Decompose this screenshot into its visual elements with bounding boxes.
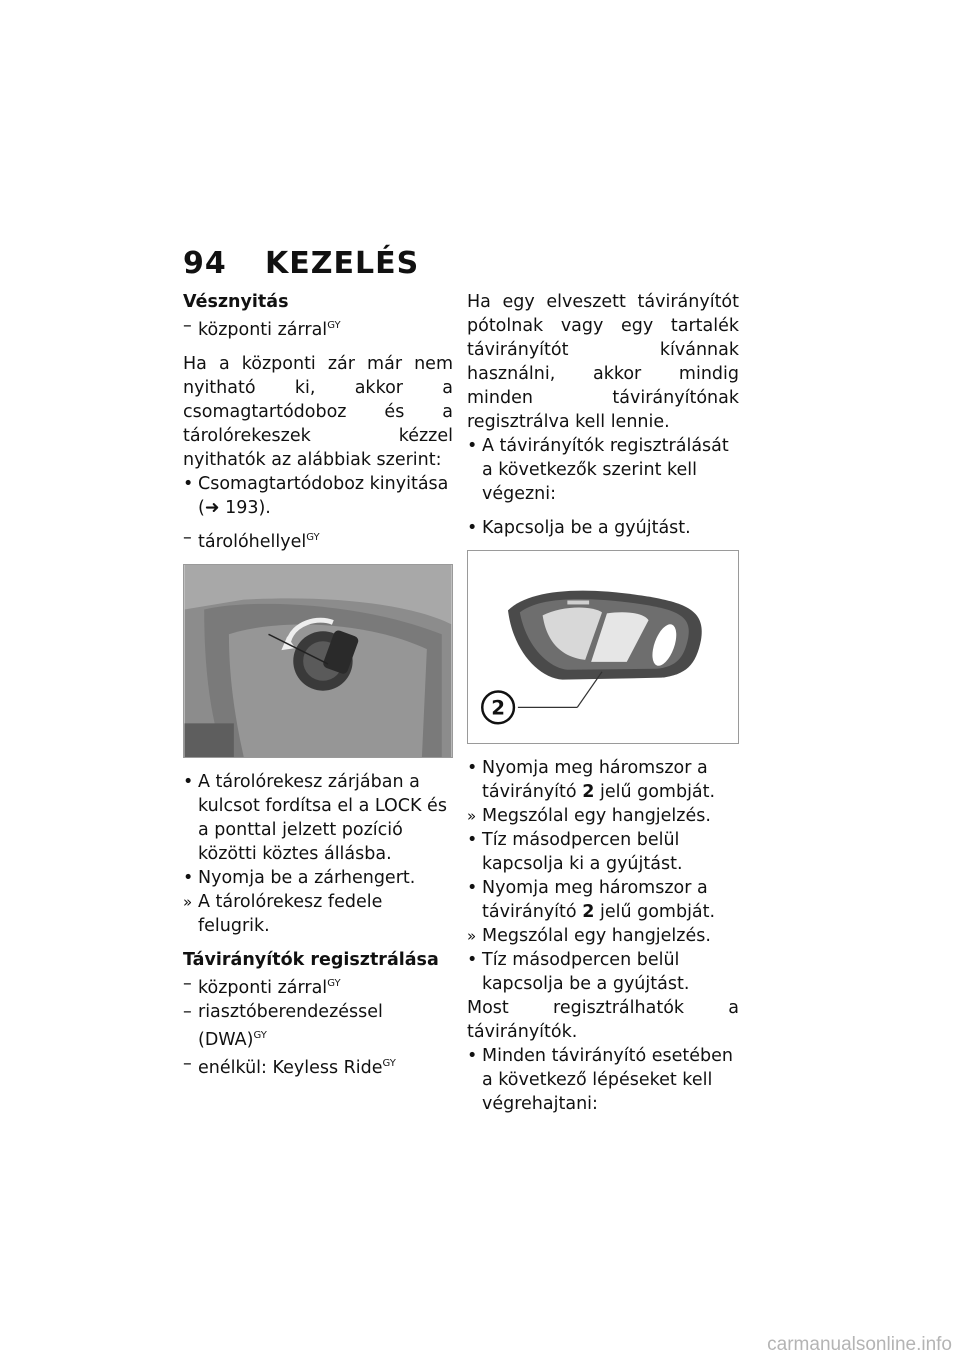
watermark: carmanualsonline.info <box>767 1334 952 1355</box>
right-column <box>467 290 739 1116</box>
heading-emergency-release: Vésznyitás <box>183 292 289 312</box>
condition-storage: – tárolóhellyel$^{GY}$ <box>183 526 453 554</box>
section-title: KEZELÉS <box>265 246 420 281</box>
sup-gy: GY <box>327 320 341 331</box>
figure-callout-2: 2 <box>491 696 505 720</box>
condition-alarm: – riasztóberendezéssel (DWA)$^{GY}$ <box>183 1000 453 1052</box>
page-number: 94 <box>183 246 227 281</box>
paragraph-now-registerable: Most regisztrálhatók a távirányítók. <box>467 998 739 1042</box>
arrow-ref-icon: ➜ <box>204 498 220 518</box>
bullet-each-remote: • Minden távirányító esetében a következő lépéseket kell végrehajtani: <box>467 1044 739 1116</box>
heading-remote-registration: Távirányítók regisztrálása <box>183 950 439 970</box>
bullet-press-three-times-2: • Nyomja meg háromszor a távirányító 2 jelű gombját. <box>467 876 739 924</box>
bullet-press-cylinder: • Nyomja be a zárhengert. <box>183 866 453 890</box>
paragraph-replace-remote: Ha egy elveszett távirányítót pótolnak vagy egy tartalék távirányítót kívánnak használni, akkor mindig minden távirányítónak regisztrálva kell lennie. <box>467 292 739 432</box>
bullet-press-three-times-1: • Nyomja meg háromszor a távirányító 2 jelű gombját. <box>467 756 739 804</box>
paragraph-manual-open: Ha a központi zár már nem nyitható ki, akkor a csomagtartódoboz és a tárolórekeszek kézzel nyithatók az alábbiak szerint: <box>183 354 453 470</box>
condition-central-locking: – központi zárral$^{GY}$ <box>183 314 453 342</box>
condition-central-locking-2: – központi zárral$^{GY}$ <box>183 972 453 1000</box>
bullet-ignition-on-2: • Tíz másodpercen belül kapcsolja be a gyújtást. <box>467 948 739 996</box>
page-header <box>183 246 419 281</box>
result-beep-1: » Megszólal egy hangjelzés. <box>467 804 739 828</box>
result-lid-opens: » A tárolórekesz fedele felugrik. <box>183 890 453 938</box>
figure-storage-lock <box>183 564 453 758</box>
left-column <box>183 290 453 1080</box>
bullet-registration-steps: • A távirányítók regisztrálását a következők szerint kell végezni: <box>467 434 739 506</box>
bullet-turn-key: • A tárolórekesz zárjában a kulcsot fordítsa el a LOCK és a ponttal jelzett pozíció közötti köztes állásba. <box>183 770 453 866</box>
result-beep-2: » Megszólal egy hangjelzés. <box>467 924 739 948</box>
bullet-ignition-off: • Tíz másodpercen belül kapcsolja ki a gyújtást. <box>467 828 739 876</box>
remote-key-illustration <box>468 551 738 743</box>
bullet-open-topcase: • Csomagtartódoboz kinyitása (➜ 193). <box>183 472 453 520</box>
condition-keyless: – enélkül: Keyless Ride$^{GY}$ <box>183 1052 453 1080</box>
figure-remote-key <box>467 550 739 744</box>
storage-lock-illustration <box>184 565 452 757</box>
bullet-ignition-on: • Kapcsolja be a gyújtást. <box>467 516 739 540</box>
